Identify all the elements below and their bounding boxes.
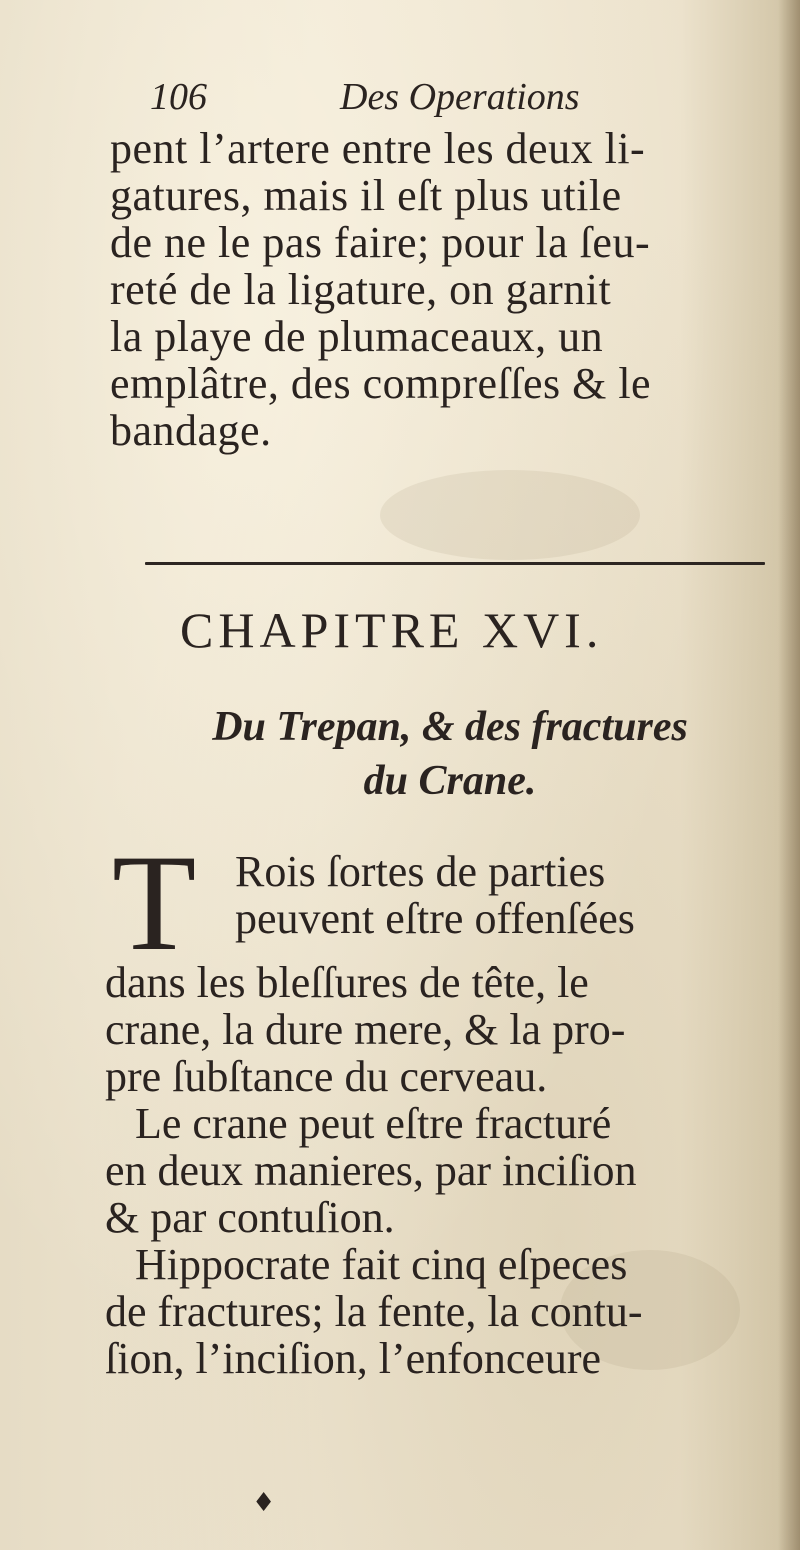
drop-cap: T — [112, 826, 197, 979]
text-line: gatures, mais il eſt plus utile — [110, 171, 622, 220]
body-opening-lines — [235, 848, 775, 942]
subtitle-line: du Crane. — [363, 758, 537, 804]
text-line: peuvent eſtre offenſées — [235, 894, 635, 943]
chapter-subtitle — [120, 700, 780, 808]
text-line: crane, la dure mere, & la pro- — [105, 1005, 626, 1054]
page-number: 106 — [150, 76, 207, 118]
text-line: Le crane peut eſtre fracturé — [135, 1099, 612, 1148]
ornament-mark: ♦ — [252, 1488, 276, 1518]
text-line: Hippocrate fait cinq eſpeces — [135, 1240, 628, 1289]
body-paragraphs — [105, 960, 775, 1383]
running-head — [150, 72, 770, 122]
section-rule — [145, 562, 765, 565]
text-line: de ne le pas faire; pour la ſeu- — [110, 218, 651, 267]
subtitle-line: Du Trepan, & des fractures — [212, 704, 688, 750]
text-line: en deux manieres, par inciſion — [105, 1146, 637, 1195]
text-line: pre ſubſtance du cerveau. — [105, 1052, 548, 1101]
text-line: & par contuſion. — [105, 1193, 395, 1242]
text-line: Rois ſortes de parties — [235, 847, 606, 896]
running-head-title: Des Operations — [340, 76, 580, 118]
paper-stain — [380, 470, 640, 560]
text-line: la playe de plumaceaux, un — [110, 312, 604, 361]
text-line: de fractures; la fente, la contu- — [105, 1287, 643, 1336]
page-edge-shadow — [778, 0, 800, 1550]
text-line: bandage. — [110, 406, 272, 455]
text-line: pent l’artere entre les deux li- — [110, 124, 646, 173]
preceding-paragraph — [110, 125, 770, 454]
text-line: reté de la ligature, on garnit — [110, 265, 612, 314]
text-line: emplâtre, des compreſſes & le — [110, 359, 652, 408]
text-line: dans les bleſſures de tête, le — [105, 958, 589, 1007]
text-line: ſion, l’inciſion, l’enfonceure — [105, 1334, 602, 1383]
chapter-heading: CHAPITRE XVI. — [180, 602, 604, 658]
